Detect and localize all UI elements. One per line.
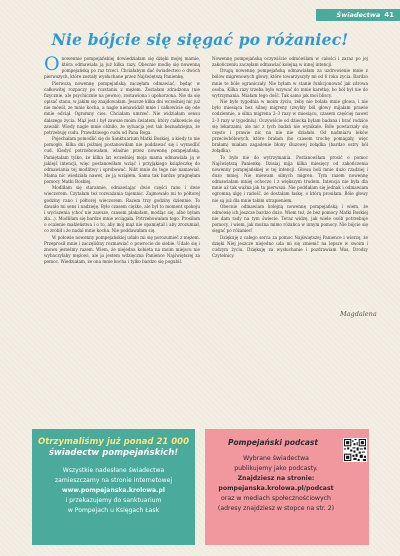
info-box-title-line1: Otrzymaliśmy już ponad 21 000 — [38, 437, 189, 447]
info-line: zamieszczamy na stronie internetowej — [54, 477, 173, 484]
paragraph: Modliłam się starannie, odmawiając dwie części rano i dwie wieczorem. Czytałam też rozważania tajemnic. Zajmowało mi to półtorej godziny rano i półtorej wieczorem. Razem trzy godziny dziennie. To dawało mi sens i nadzieję. Było czasem ciężko, ale był to moment spokoju i wyciszenia (choć nie zawsze, czasem płakałam, modląc się, albo byłam zła...). Modliłam się bardzo mnie wciągała. Potrzebowałam tego. Prosiłam o ocalenie małżeństwa i o to, aby mój mąż nie opamiętał i aby zrozumiał, co zrobił i że nadal mnie kocha. Nie poddawałam się. — [44, 185, 200, 234]
info-box-title — [32, 437, 195, 458]
paragraph — [44, 53, 200, 81]
page-header-bar — [316, 9, 400, 21]
info-line: i przekazujemy do sanktuarium — [65, 497, 162, 504]
qr-code-graphic — [344, 439, 366, 461]
paragraph-text: nowennie pompejańskiej dowiedziałam się dzięki mojej mamie, która odmawiała ją już kilka razy. Obecnie modlę się nowenną pompejańską po raz trzeci. Chciałabym dać świadectwo o dwóch pierwszych, które zostały wysłuchane przez Najświętszą Panienkę. — [44, 56, 200, 80]
paragraph: W połowie nowenny pompejańskiej udało mi się porozumieć z mężem. Przeprosił mnie i zaczęliśmy rozmawiać o powrocie do siebie. Udało się i znowu jesteśmy razem. Wiem, że niejedna kobieta na moim miejscu nie wybaczyłaby mężowi, ale ja jestem wdzięczna Panience Najświętszej za pomoc. Wiedziałam, że ona mnie kocha i tylko bardzo się pogubił. — [44, 234, 200, 265]
article-column-left — [44, 53, 200, 265]
paragraph: Pojechałam pomodlić się do Sanktuarium Matki Boskiej, a kiedy to nie pomogło, kilka dni później postanowiłam nie poddawać się i wymodlić cud. Kiedyś potrzebowałam, właśnie przez nowennę pompejańską. Pamiętałam tylko, że kilka lat wcześniej moja mama odmawiała ją w jakiejś intencji, więc postanowiłam wziąć i przyjąkiego książeczkę do odmawiania tej modlitwy i sprobować. Nikt mnie do tego nie namawiał. Mama nic wiedziała nawet, że ją wziąłem. Sama tak bardzo pragnęłam pomocy Matki Boskiej. — [44, 136, 200, 185]
podcast-box-title: Pompejański podcast — [228, 438, 318, 447]
article-title: Nie bójcie się sięgać po różaniec! — [51, 30, 349, 49]
website-link[interactable]: www.pompejanska.krolowa.pl — [62, 487, 165, 494]
podcast-link[interactable]: pompejanska.krolowa.pl/podcast — [218, 485, 334, 492]
paragraph: To było nie do wytrzymania. Postanowiłam prosić o pomoc Najświętszą Panienkę. Dzisiaj mija kilka miesięcy od zakończenia nowenny pompejańskiej w tej intencji. Głowa boli mnie dużo rzadziej i dużo mniej. Nie miewam silnych migren. Tym razem nowennę odmawiałam mniej ochoczo i z większym trudem. Intencja nie była dla mnie aż tak ważna jak ta pierwsza. Nie poddałam się jednak i odmawiam ogromną ulgę i radość, że dostałam łaskę, o którą prosiłam. Bóle głowy nie są już dla mnie takim utrapieniem. — [212, 154, 368, 203]
info-line: w Pompejach u Księgach Łask — [67, 507, 160, 514]
drop-cap: O — [44, 53, 60, 75]
podcast-info-box — [205, 429, 369, 545]
qr-code-icon[interactable] — [343, 438, 367, 462]
section-label: Świadectwa — [336, 11, 381, 19]
info-line: (adresy znajdziesz w stopce na str. 2) — [217, 505, 335, 512]
page-number: 41 — [384, 11, 394, 19]
info-line: publikujemy jako podcasty. — [234, 465, 318, 472]
paragraph: Obecnie odmawiam kolejną nowennę pompejańską i wiem, że odmówię ich jeszcze bardzo dużo. Wiem też, że bez pomocy Matki Boskiej nie dam rady na tym świecie. Teraz widzę, jak wiele osób potrzebuje pomocy, i wiem, jak można mimo różańca w innym pomocy. Nie bójcie się sięgać po różaniec! — [212, 203, 368, 234]
paragraph: Pierwszą nowennę pompejańską zaczęłam odmawiać, będąc w całkowitej rozpaczy po rozstaniu z mężem. Zostałam zdradzona (nie fizycznie, ale psychicznie na pewno), zostawiona i upokorzona. Nie da się opisać stanu, w jakim się znajdowałam. Jeszcze kilka dni wcześniej nic już nie mówił, ze mnie kocha, a nagle nienawidził mnie i całkowicie się ode mnie odciął. Ogromny cios. Chciałam umrzeć. Nie widziałam sensu dalszego życia. Mąż jest i był zawsze moim światem, który całkowicie się zawalił. Wiedy nagle mnie olśniło, że sytuacja jest tak beznadziejna, że potrzebuję cudu. Prawdziwego cudu od Pana Boga. — [44, 80, 200, 135]
info-box-title-line2: świadectw pompejańskich! — [48, 447, 179, 458]
podcast-box-text — [211, 454, 341, 514]
testimonies-info-box — [32, 429, 195, 545]
author-signature: Magdalena — [340, 310, 377, 318]
paragraph: Nie było tygodnia w moim życiu, żeby nie bolała mnie głowa, i nie było miesiąca bez silnej migreny (zwykły ból głowy mijałam prawie codziennie, a silna migrena 2–3 razy w miesiącu, czasem częściej nawet 2–3 razy w tygodniu). Oczywiście od dziecka byłam badana i brać rodzice się lekarzami, ale nic z tych badań nie wynikało. Bóle powtarzały się często i prawie nic na nie nie działało. Od nadmiaru leków przeciwbólowych, które brałam (bo czasem trochę pomagały, więc brałam) miałam zagadenie błony śluzowej żołądka (bardzo ostry ból żołądka). — [212, 99, 368, 154]
paragraph: Dziękuję z całego serca za pomoc Najświętszej Panience i wierzę, że dzięki Niej jeszcze niejedno uda mi się zmienić na lepsze w swoim i cudzym życiu. Dziękuję za wysłuchanie i pozdrawiam Was, Drodzy Czytelnicy. — [212, 234, 368, 258]
info-line: Znajdziesz na stronie: — [237, 475, 315, 482]
info-line: oraz w mediach społecznościowych — [221, 495, 331, 502]
paragraph: Nowennę pompejańską oczywiście odmówiłam w całości i zaraz po jej zakończeniu zaczęłam odmawiać kolejną w innej intencji. — [212, 56, 368, 68]
info-line: Wybrane świadectwa — [243, 455, 309, 462]
info-line: Wszystkie nadesłane świadectwa — [62, 467, 165, 474]
info-box-text — [32, 466, 195, 516]
paragraph: Drugą nowennę pompejańską odmawiałam za uzdrowienie mnie z bólów migrenowych głowy, które towarzyszyły mi od 6 roku życia. Bardzo mnie te bóle ograniczały. Nie byłam w stanie funkcjonować jak zdrowa osoba. Kilka razy trzeba było wzywać do mnie karetkę, bo ból był nie do wytrzymania. Miałam tego dość. Tak samo jak moi bliscy. — [212, 68, 368, 98]
article-column-right — [212, 56, 368, 259]
